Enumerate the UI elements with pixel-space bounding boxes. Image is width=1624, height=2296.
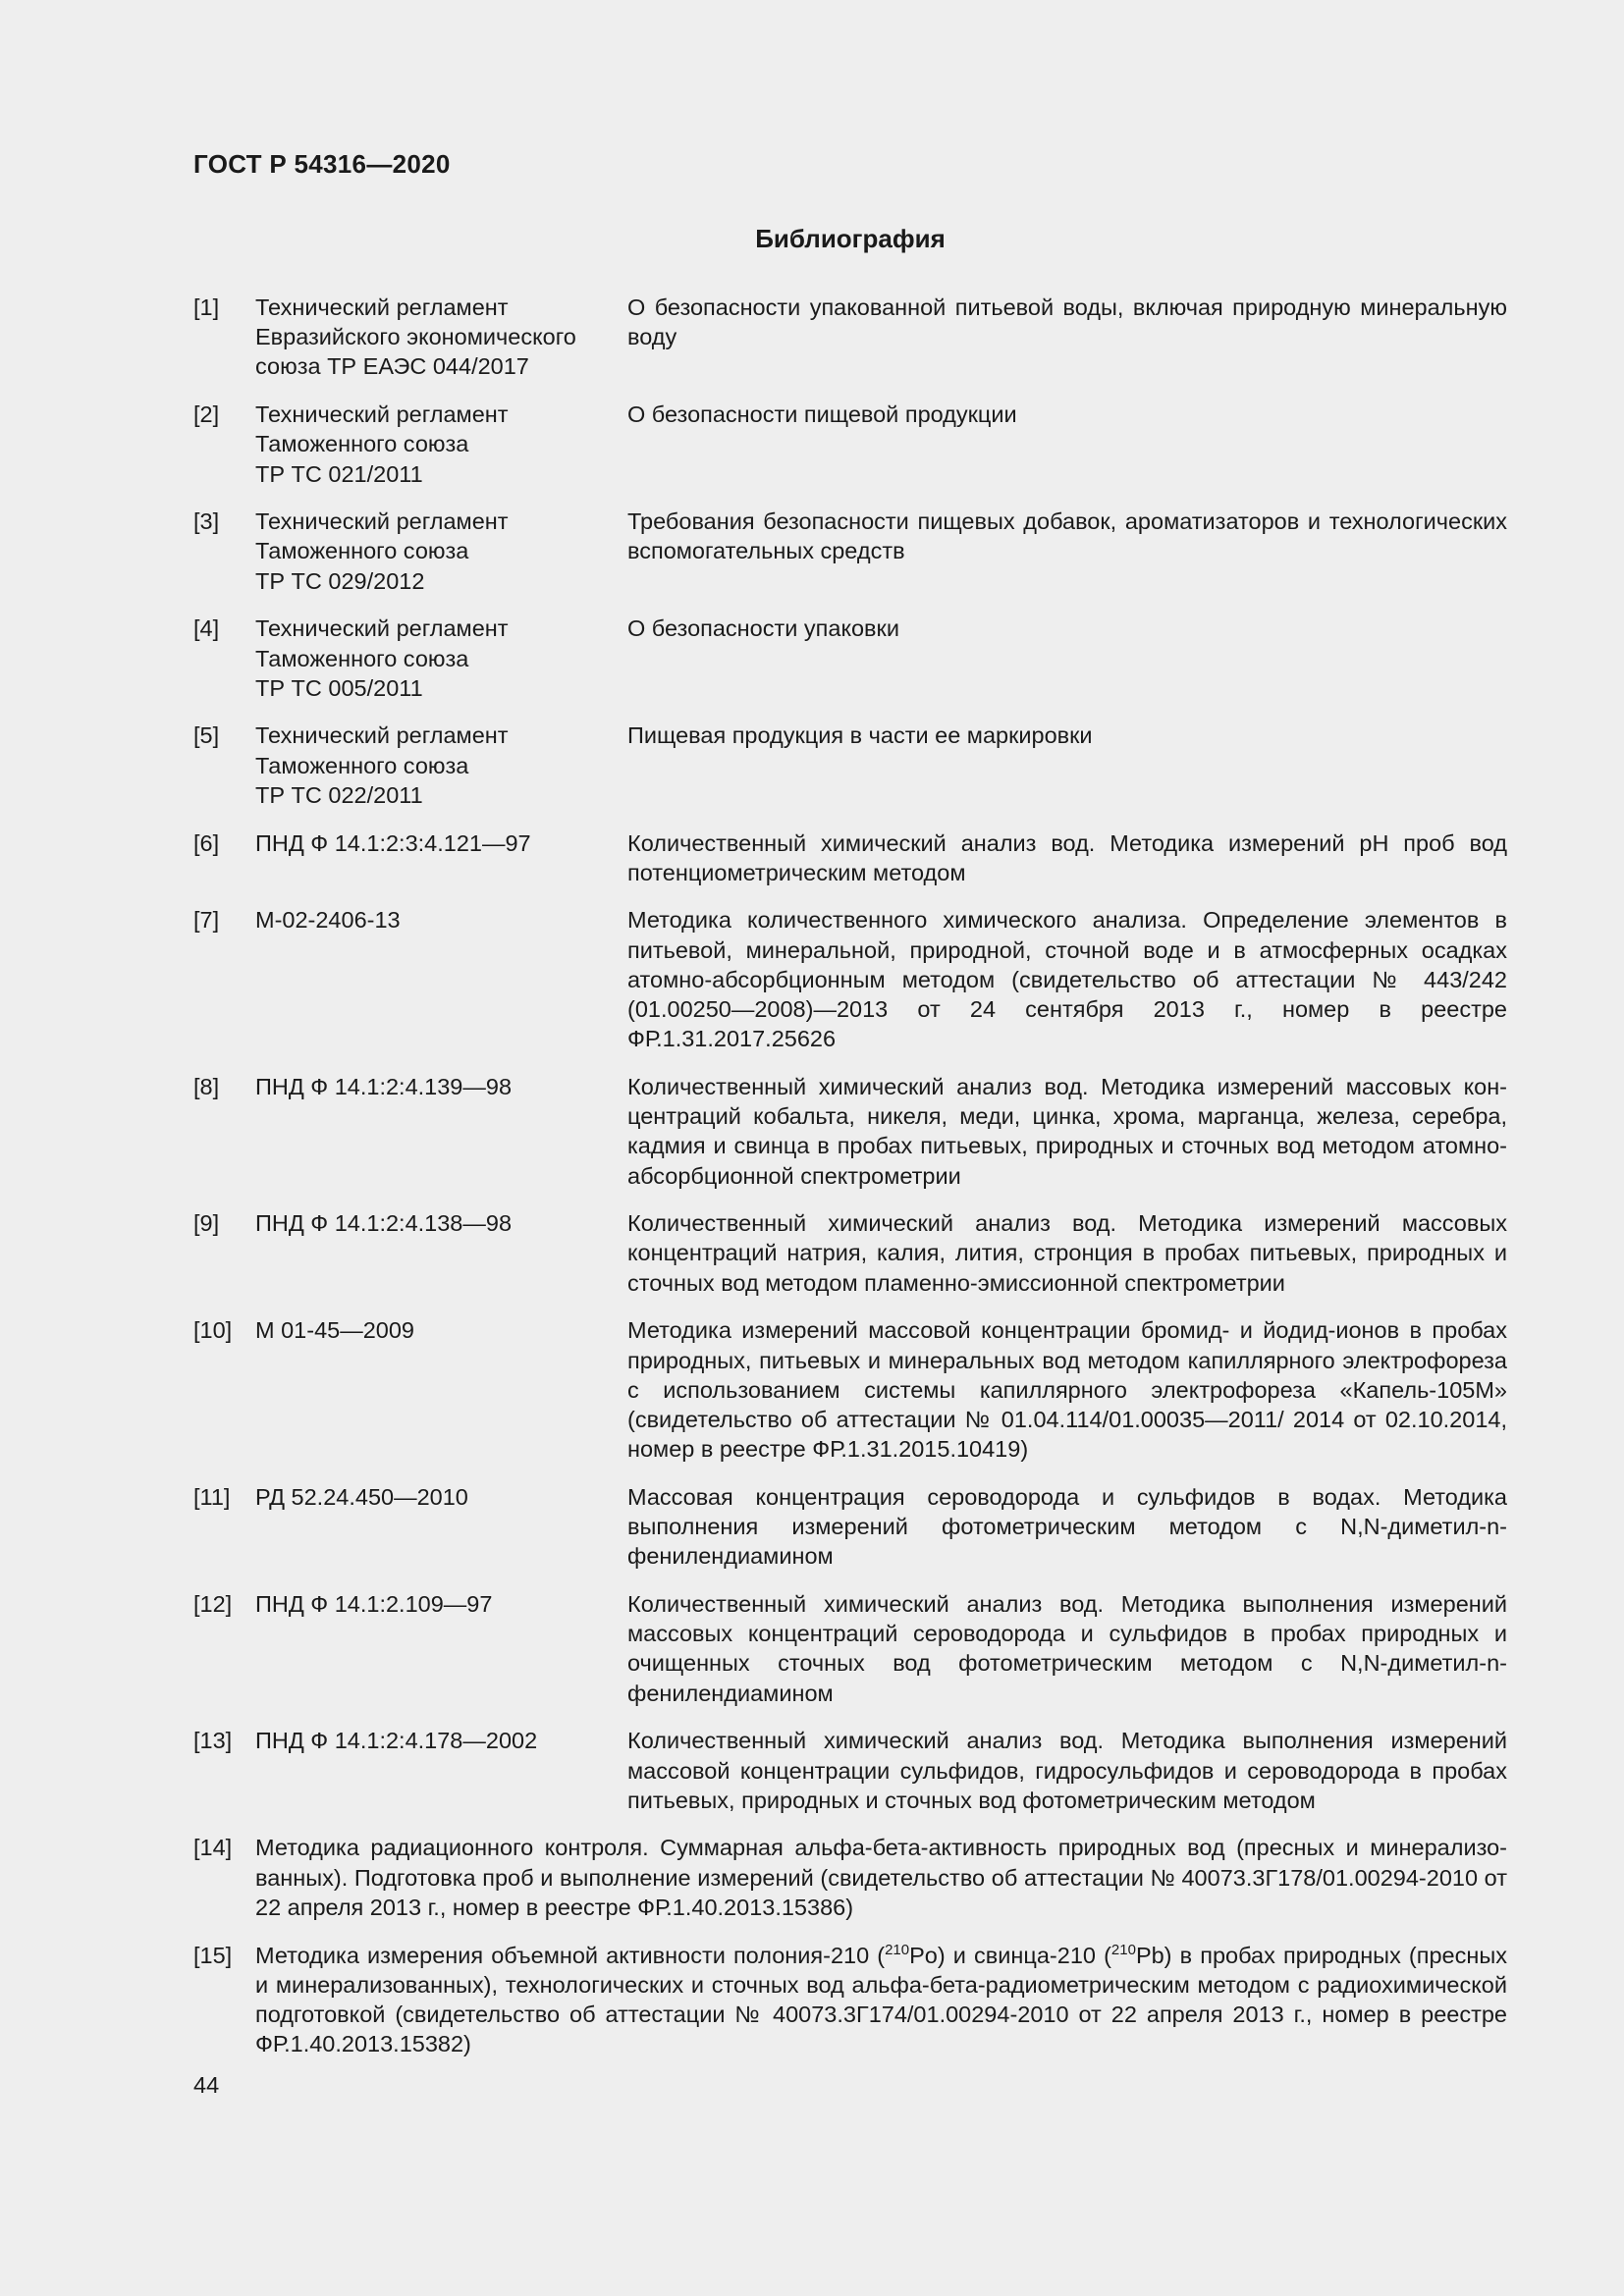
entry-source: Технический регламент Таможенного союза ТР ТС 022/2011 — [255, 722, 509, 808]
entry-number: [1] — [193, 294, 220, 320]
entry-number: [8] — [193, 1073, 220, 1099]
bibliography-entry-3 — [193, 507, 1507, 596]
isotope-mass-number: 210 — [885, 1941, 910, 1958]
bibliography-entry-6 — [193, 828, 1507, 887]
entry-description: Требования безопасности пищевых добавок, ароматизаторов и технологических вспомогательных средств — [627, 508, 1507, 564]
entry-text-part: Po) и свинца-210 ( — [909, 1942, 1111, 1968]
bibliography-entry-13 — [193, 1726, 1507, 1815]
entry-source: ПНД Ф 14.1:2:4.138—98 — [255, 1210, 513, 1237]
entry-number: [11] — [193, 1483, 231, 1510]
entry-description: Количественный химический анализ вод. Методика выполнения измерений массовой концентрации сульфидов, гидросульфидов и сероводорода в пробах питьевых, природных и сточных вод фотометрическим методом — [627, 1728, 1507, 1813]
entry-source: Технический регламент Евразийского экономического союза ТР ЕАЭС 044/2017 — [255, 294, 576, 380]
entry-number: [3] — [193, 508, 220, 535]
entry-number: [6] — [193, 829, 220, 856]
section-title: Библиография — [755, 224, 946, 253]
document-code: ГОСТ Р 54316—2020 — [193, 149, 451, 179]
entry-source: ПНД Ф 14.1:2:4.178—2002 — [255, 1728, 538, 1754]
entry-description: Массовая концентрация сероводорода и сульфидов в водах. Методика выполнения измерений фотометрическим методом с N,N-диметил-n-фенилендиамином — [627, 1483, 1507, 1570]
entry-full-text — [255, 1941, 1507, 2059]
entry-number: [15] — [193, 1942, 233, 1968]
entry-source: М-02-2406-13 — [255, 907, 401, 934]
entry-number: [9] — [193, 1210, 220, 1237]
entry-number: [10] — [193, 1317, 233, 1344]
bibliography-entry-15 — [193, 1941, 1507, 2059]
bibliography-entry-8 — [193, 1072, 1507, 1191]
entry-source: РД 52.24.450—2010 — [255, 1483, 468, 1510]
bibliography-entry-12 — [193, 1589, 1507, 1708]
bibliography-entry-2 — [193, 400, 1507, 489]
entry-full-text: Методика радиационного контроля. Суммарная альфа-бета-активность природных вод (пресных и минерализованных). Подготовка проб и выполнение измерений (свидетельство об аттестации № 40073.3Г178/01.00294-2010 от 22 апреля 2013 г., номер в реестре ФР.1.40.2013.15386) — [255, 1835, 1507, 1920]
entry-text-part: Pb) в пробах природных (пресных и минерализованных), технологических и сточных вод альфа-бета-радиометрическим методом с радиохимической подготовкой (свидетельство об аттестации № 40073.3Г174/01.00294-2010 от 22 апреля 2013 г., номер в реестре ФР.1.40.2013.15382) — [255, 1942, 1507, 2057]
entry-number: [14] — [193, 1835, 233, 1861]
entry-number: [5] — [193, 722, 220, 749]
entry-number: [4] — [193, 615, 220, 642]
entry-description: Количественный химический анализ вод. Методика измерений массовых концентраций кобальта, никеля, меди, цинка, хрома, марганца, железа, серебра, кадмия и свинца в пробах питьевых, природных и сточных вод методом атомно-абсорбционной спектрометрии — [627, 1073, 1507, 1189]
entry-number: [2] — [193, 401, 220, 428]
entry-description: Количественный химический анализ вод. Методика измерений pH проб вод потенциометрическим методом — [627, 829, 1507, 885]
entry-description: Количественный химический анализ вод. Методика выполнения измерений массовых концентраций сероводорода и сульфидов в пробах природных и очищенных сточных вод фотометрическим методом с N,N-диметил-n-фенилендиамином — [627, 1591, 1507, 1706]
entry-description: О безопасности упаковки — [627, 615, 899, 642]
bibliography-entry-11 — [193, 1482, 1507, 1572]
entry-description: Методика количественного химического анализа. Определение элементов в питьевой, минеральной, природной, сточной воде и в атмосферных осадках атомно-абсорбционным методом (свидетельство об аттестации № 443/242 (01.00250—2008)—2013 от 24 сентября 2013 г., номер в реестре ФР.1.31.2017.25626 — [627, 907, 1507, 1052]
bibliography-entry-5 — [193, 721, 1507, 810]
entry-description: Пищевая продукция в части ее маркировки — [627, 722, 1093, 749]
bibliography-entry-4 — [193, 614, 1507, 703]
entry-source: ПНД Ф 14.1:2:4.139—98 — [255, 1073, 513, 1099]
isotope-mass-number: 210 — [1110, 1941, 1136, 1958]
entry-description: О безопасности пищевой продукции — [627, 401, 1017, 428]
entry-description: Количественный химический анализ вод. Методика измерений массовых концентраций натрия, калия, лития, стронция в пробах питьевых, природных и сточных вод методом пламенно-эмиссионной спектрометрии — [627, 1210, 1507, 1296]
entry-source: Технический регламент Таможенного союза ТР ТС 005/2011 — [255, 615, 509, 701]
entry-description: Методика измерений массовой концентрации бромид- и йодид-ионов в пробах природных, питьевых и минеральных вод методом капиллярного электрофореза с использованием системы капиллярного электрофореза «Капель-105М» (свидетельство об аттестации № 01.04.114/01.00035—2011/ 2014 от 02.10.2014, номер в реестре ФР.1.31.2015.10419) — [627, 1317, 1507, 1463]
entry-description: О безопасности упакованной питьевой воды, включая природную минеральную воду — [627, 294, 1507, 350]
entry-number: [7] — [193, 907, 220, 934]
bibliography-entry-14 — [193, 1833, 1507, 1922]
bibliography-entry-1 — [193, 293, 1507, 382]
entry-text-part: Методика измерения объемной активности полония-210 ( — [255, 1942, 886, 1968]
entry-source: ПНД Ф 14.1:2.109—97 — [255, 1591, 493, 1618]
page-number: 44 — [193, 2072, 220, 2098]
bibliography-entry-10 — [193, 1315, 1507, 1464]
entry-source: Технический регламент Таможенного союза ТР ТС 029/2012 — [255, 508, 509, 594]
entry-source: ПНД Ф 14.1:2:3:4.121—97 — [255, 829, 531, 856]
bibliography-entry-9 — [193, 1208, 1507, 1298]
bibliography-entry-7 — [193, 905, 1507, 1053]
bibliography-list — [193, 293, 1507, 2077]
entry-number: [13] — [193, 1728, 233, 1754]
entry-number: [12] — [193, 1591, 233, 1618]
entry-source: Технический регламент Таможенного союза ТР ТС 021/2011 — [255, 401, 509, 487]
entry-source: М 01-45—2009 — [255, 1317, 414, 1344]
